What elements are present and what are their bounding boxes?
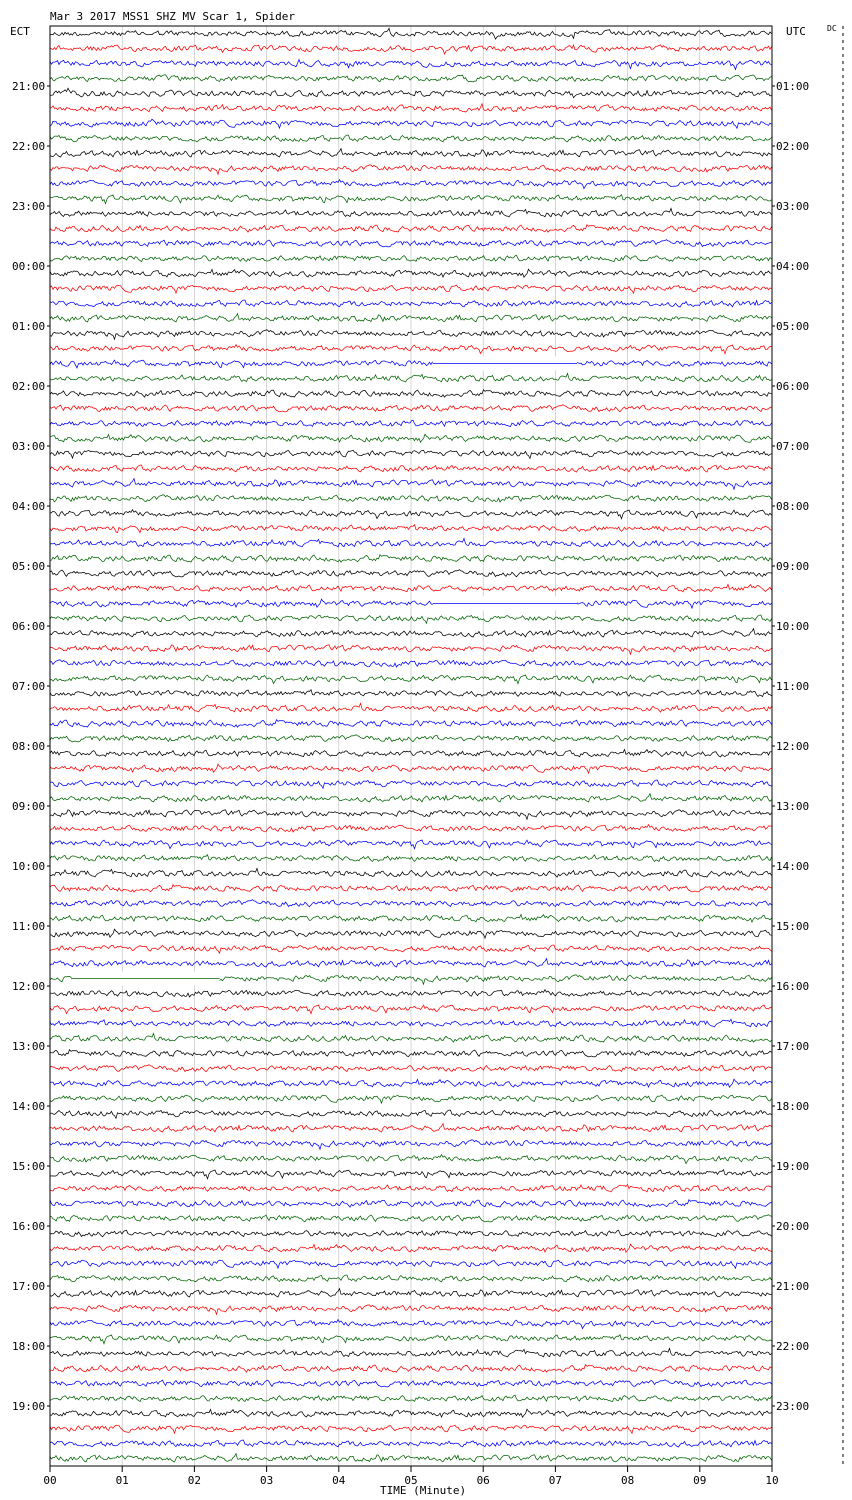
right-hour-label: 21:00 [776,1280,810,1293]
x-tick-label: 05 [404,1474,418,1487]
left-hour-label: 04:00 [12,500,46,513]
right-hour-label: 08:00 [776,500,810,513]
left-hour-label: 07:00 [12,680,46,693]
left-hour-label: 14:00 [12,1100,46,1113]
right-hour-label: 22:00 [776,1340,810,1353]
left-hour-label: 00:00 [12,260,46,273]
left-hour-label: 11:00 [12,920,46,933]
right-hour-label: 18:00 [776,1100,810,1113]
right-hour-label: 19:00 [776,1160,810,1173]
right-hour-label: 20:00 [776,1220,810,1233]
right-hour-label: 12:00 [776,740,810,753]
gap-group [72,357,577,986]
right-hour-label: 23:00 [776,1400,810,1413]
left-hour-label: 17:00 [12,1280,46,1293]
left-hour-label: 10:00 [12,860,46,873]
right-hour-label: 04:00 [776,260,810,273]
left-hour-label: 15:00 [12,1160,46,1173]
x-tick-label: 02 [187,1474,202,1487]
left-hour-label: 18:00 [12,1340,46,1353]
left-hour-label: 12:00 [12,980,46,993]
chart-title: Mar 3 2017 MSS1 SHZ MV Scar 1, Spider [50,10,296,23]
right-hour-label: 14:00 [776,860,810,873]
right-hour-labels [772,80,809,1413]
left-hour-label: 16:00 [12,1220,46,1233]
right-hour-label: 01:00 [776,80,810,93]
right-hour-label: 02:00 [776,140,810,153]
right-axis-label: UTC [786,25,806,38]
right-hour-label: 15:00 [776,920,810,933]
right-hour-label: 03:00 [776,200,810,213]
x-tick-label: 00 [43,1474,57,1487]
x-ticks [43,1466,778,1487]
left-hour-label: 19:00 [12,1400,46,1413]
x-tick-label: 08 [620,1474,635,1487]
x-tick-label: 04 [332,1474,346,1487]
right-hour-label: 10:00 [776,620,810,633]
left-hour-label: 02:00 [12,380,46,393]
left-hour-label: 09:00 [12,800,46,813]
left-hour-labels [12,80,50,1413]
x-tick-label: 01 [115,1474,129,1487]
left-hour-label: 21:00 [12,80,46,93]
left-hour-label: 06:00 [12,620,46,633]
right-hour-label: 05:00 [776,320,810,333]
x-tick-label: 07 [548,1474,563,1487]
left-hour-label: 23:00 [12,200,46,213]
x-tick-label: 06 [476,1474,490,1487]
left-hour-label: 05:00 [12,560,46,573]
left-hour-label: 03:00 [12,440,46,453]
x-tick-label: 09 [693,1474,707,1487]
right-hour-label: 06:00 [776,380,810,393]
left-axis-label: ECT [10,25,30,38]
left-hour-label: 13:00 [12,1040,46,1053]
left-hour-label: 08:00 [12,740,46,753]
right-hour-label: 13:00 [776,800,810,813]
x-tick-label: 03 [259,1474,274,1487]
x-axis-label: TIME (Minute) [380,1484,467,1497]
right-hour-label: 16:00 [776,980,810,993]
right-hour-label: 07:00 [776,440,810,453]
right-hour-label: 11:00 [776,680,810,693]
right-hour-label: 09:00 [776,560,810,573]
left-hour-label: 22:00 [12,140,46,153]
x-tick-label: 10 [765,1474,779,1487]
left-hour-label: 01:00 [12,320,46,333]
dc-label: DC [827,24,837,33]
right-hour-label: 17:00 [776,1040,810,1053]
